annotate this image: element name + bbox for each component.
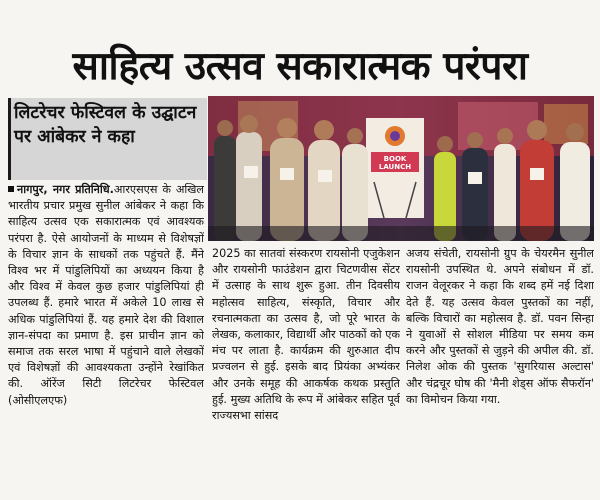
subheadline: लिटरेचर फेस्टिवल के उद्घाटन पर आंबेकर ने कहा [14,103,197,147]
column-1-text: आरएसएस के अखिल भारतीय प्रचार प्रमुख सुनील आंबेकर ने कहा कि साहित्य उत्सव एक सकारात्मक एवं आवश्यक परंपरा है. ऐसे आयोजनों के माध्यम से विशेषज्ञों के विचार ज्ञान के साधकों तक पहुंचते हैं. मैंने विश्व भर में पांडुलिपियों का अध्ययन किया है और विश्व में केवल कुछ हजार पांडुलिपियां ही उपलब्ध हैं. हमारे भारत में अकेले 10 लाख से अधिक पांडुलिपियां हैं. यह हमारे देश की विशाल ज्ञान-संपदा का प्रमाण है. इस प्राचीन ज्ञान को समाज तक सरल भाषा में पहुंचाने वाले लेखकों एवं विशेषज्ञों की आवश्यकता उन्होंने रेखांकित की. ऑरेंज सिटी लिटरेचर फेस्टिवल (ओसीएलएफ) [8,183,204,407]
column-2-text: 2025 का सातवां संस्करण रायसोनी एजुकेशन और रायसोनी फाउंडेशन द्वारा चिटणवीस सेंटर में उत्साह के साथ शुरू हुआ. तीन दिवसीय महोत्सव साहित्य, संस्कृति, विचार और रचनात्मकता का उत्सव है, जो पूरे भारत के लेखक, कलाकार, विद्यार्थी और पाठकों को एक मंच पर लाता है. कार्यक्रम की शुरुआत दीप प्रज्वलन से हुई. इसके बाद प्रियंका अभ्यंकर और उनके समूह की आकर्षक कथक प्रस्तुति हुई. मुख्य अतिथि के रूप में आंबेकर सहित पूर्व राज्यसभा सांसद [212,247,400,423]
banner-title-line1: BOOK [383,155,407,163]
banner-title-line2: LAUNCH [378,163,412,171]
article-column-1 [8,182,204,478]
article-column-2 [212,246,400,478]
dateline: नागपुर, नगर प्रतिनिधि. [17,183,114,196]
book-launch-banner [366,118,424,218]
event-photo [208,96,594,241]
article-column-3 [406,246,594,478]
dateline-bullet [8,186,14,192]
column-3-text: अजय संचेती, रायसोनी ग्रुप के चेयरमैन सुनील रायसोनी उपस्थित थे. अपने संबोधन में डॉ. राजन वेलूरकर ने कहा कि शब्द हमें नई दिशा देते हैं. यह उत्सव केवल पुस्तकों का नहीं, बल्कि विचारों का महोत्सव है. डॉ. पवन सिन्हा ने युवाओं से सोशल मीडिया पर समय कम करने और पुस्तकों से जुड़ने की अपील की. डॉ. निलेश ओक की पुस्तक 'सुगरियास अल्टास' और चंद्रचूर घोष की 'मैनी शेड्स ऑफ सैफरॉन' का विमोचन किया गया. [406,247,594,406]
headline: साहित्य उत्सव सकारात्मक परंपरा [72,44,528,89]
